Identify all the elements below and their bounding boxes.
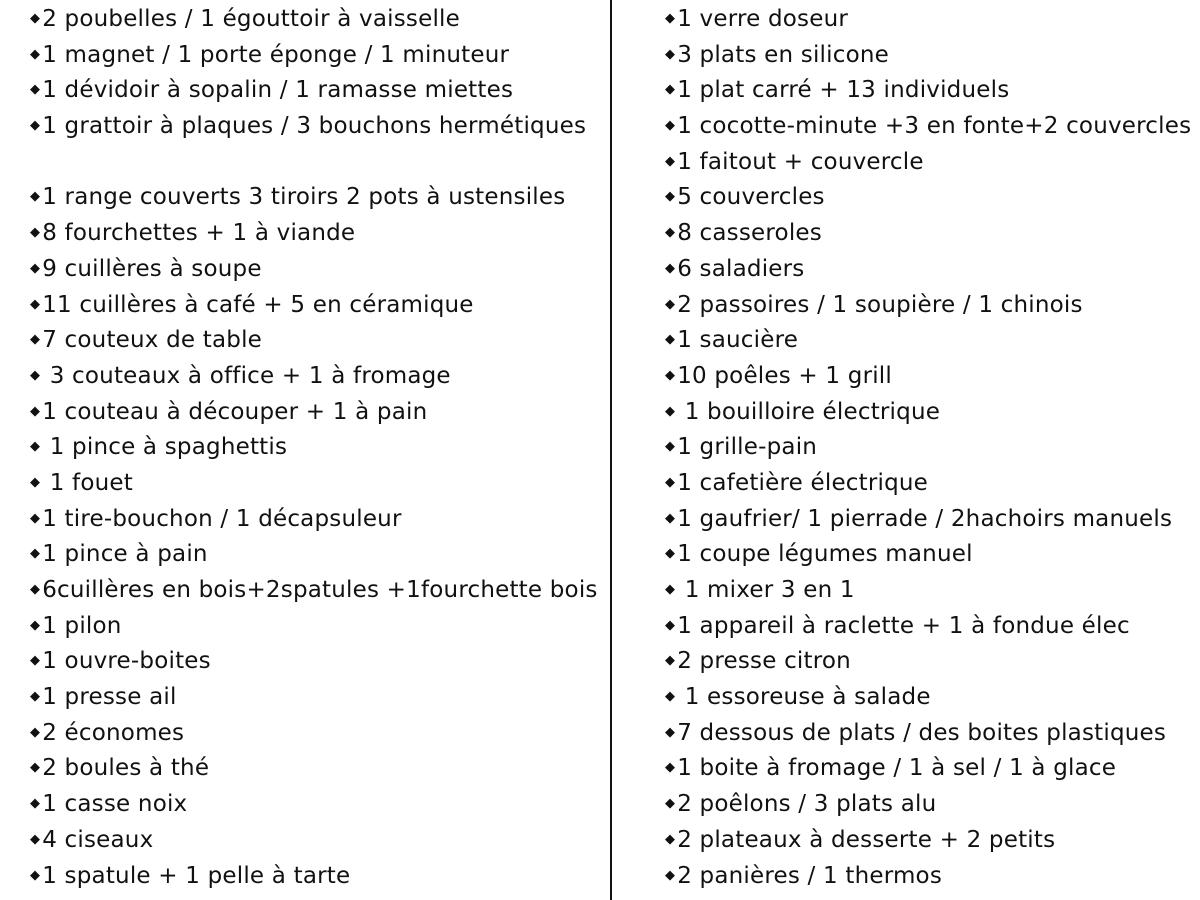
list-item bbox=[30, 108, 605, 144]
diamond-bullet-icon: ◆ bbox=[30, 653, 41, 669]
list-item bbox=[665, 608, 1195, 644]
diamond-bullet-icon: ◆ bbox=[30, 582, 41, 597]
item-text: 3 plats en silicone bbox=[677, 41, 889, 68]
list-item bbox=[665, 715, 1195, 751]
diamond-bullet-icon: ◆ bbox=[30, 403, 41, 419]
list-item bbox=[665, 429, 1195, 465]
diamond-bullet-icon: ◆ bbox=[665, 82, 676, 98]
item-text: 2 boules à thé bbox=[42, 755, 210, 782]
item-text: 6 saladiers bbox=[677, 255, 805, 282]
list-item bbox=[30, 858, 605, 894]
diamond-bullet-icon: ◆ bbox=[665, 653, 676, 669]
list-item bbox=[30, 501, 605, 537]
item-text: 1 essoreuse à salade bbox=[677, 684, 931, 711]
item-text: 1 boite à fromage / 1 à sel / 1 à glace bbox=[677, 755, 1117, 782]
list-item bbox=[30, 536, 605, 572]
item-text: 1 verre doseur bbox=[677, 6, 849, 32]
diamond-bullet-icon: ◆ bbox=[665, 118, 676, 134]
list-item bbox=[665, 287, 1195, 323]
item-text: 8 casseroles bbox=[677, 220, 822, 247]
list-item bbox=[665, 72, 1195, 108]
diamond-bullet-icon: ◆ bbox=[665, 189, 676, 205]
list-item bbox=[665, 179, 1195, 215]
diamond-bullet-icon: ◆ bbox=[665, 617, 676, 633]
diamond-bullet-icon: ◆ bbox=[30, 82, 41, 98]
diamond-bullet-icon: ◆ bbox=[30, 510, 41, 526]
list-item bbox=[665, 251, 1195, 287]
diamond-bullet-icon: ◆ bbox=[30, 189, 41, 205]
diamond-bullet-icon: ◆ bbox=[665, 296, 676, 312]
list-item bbox=[30, 72, 605, 108]
diamond-bullet-icon: ◆ bbox=[665, 546, 676, 562]
list-item bbox=[665, 144, 1195, 180]
item-text: 1 couteau à découper + 1 à pain bbox=[42, 398, 428, 425]
list-item bbox=[665, 572, 1195, 608]
item-text: 1 magnet / 1 porte éponge / 1 minuteur bbox=[42, 41, 510, 68]
diamond-bullet-icon: ◆ bbox=[665, 439, 676, 455]
diamond-bullet-icon: ◆ bbox=[665, 831, 676, 847]
diamond-bullet-icon: ◆ bbox=[30, 439, 41, 455]
diamond-bullet-icon: ◆ bbox=[30, 867, 41, 883]
list-item bbox=[30, 429, 605, 465]
list-item bbox=[665, 394, 1195, 430]
list-item bbox=[665, 786, 1195, 822]
item-text: 1 gaufrier/ 1 pierrade / 2hachoirs manuels bbox=[677, 505, 1173, 532]
item-text: 1 grattoir à plaques / 3 bouchons hermétiques bbox=[42, 113, 587, 140]
list-item bbox=[665, 465, 1195, 501]
diamond-bullet-icon: ◆ bbox=[30, 260, 41, 276]
diamond-bullet-icon: ◆ bbox=[30, 296, 41, 312]
list-item bbox=[665, 858, 1195, 894]
item-text: 1 appareil à raclette + 1 à fondue élec bbox=[677, 612, 1130, 639]
item-text: 2 économes bbox=[42, 719, 185, 746]
diamond-bullet-icon: ◆ bbox=[30, 367, 41, 383]
item-text: 2 plateaux à desserte + 2 petits bbox=[677, 826, 1056, 853]
diamond-bullet-icon: ◆ bbox=[665, 796, 676, 812]
list-item bbox=[30, 465, 605, 501]
list-item bbox=[30, 394, 605, 430]
item-text: 1 tire-bouchon / 1 décapsuleur bbox=[42, 505, 402, 532]
item-text: 6cuillères en bois+2spatules +1fourchette bois bbox=[42, 577, 598, 603]
item-text: 10 poêles + 1 grill bbox=[677, 362, 892, 389]
diamond-bullet-icon: ◆ bbox=[30, 831, 41, 847]
item-text: 1 cocotte-minute +3 en fonte+2 couvercles bbox=[677, 113, 1192, 140]
diamond-bullet-icon: ◆ bbox=[665, 760, 676, 776]
item-text: 1 pince à pain bbox=[42, 541, 208, 568]
list-item bbox=[30, 572, 605, 608]
diamond-bullet-icon: ◆ bbox=[665, 260, 676, 276]
list-item bbox=[665, 501, 1195, 537]
diamond-bullet-icon: ◆ bbox=[30, 724, 41, 740]
diamond-bullet-icon: ◆ bbox=[665, 367, 676, 383]
diamond-bullet-icon: ◆ bbox=[30, 796, 41, 812]
item-text: 9 cuillères à soupe bbox=[42, 255, 262, 282]
list-item bbox=[30, 1, 605, 37]
item-text: 2 presse citron bbox=[677, 648, 851, 675]
diamond-bullet-icon: ◆ bbox=[665, 11, 676, 26]
diamond-bullet-icon: ◆ bbox=[30, 118, 41, 134]
diamond-bullet-icon: ◆ bbox=[30, 46, 41, 62]
item-text: 1 grille-pain bbox=[677, 434, 818, 461]
list-item bbox=[665, 1, 1195, 37]
right-inventory-list bbox=[665, 0, 1195, 893]
diamond-bullet-icon: ◆ bbox=[665, 582, 676, 597]
diamond-bullet-icon: ◆ bbox=[665, 46, 676, 62]
item-text: 7 couteux de table bbox=[42, 327, 263, 354]
item-text: 1 spatule + 1 pelle à tarte bbox=[42, 862, 351, 889]
list-item bbox=[665, 822, 1195, 858]
list-item bbox=[665, 108, 1195, 144]
list-item bbox=[665, 37, 1195, 73]
diamond-bullet-icon: ◆ bbox=[665, 689, 676, 705]
item-text: 1 casse noix bbox=[42, 791, 188, 818]
diamond-bullet-icon: ◆ bbox=[30, 11, 41, 26]
item-text: 1 ouvre-boites bbox=[42, 648, 211, 675]
item-text: 1 bouilloire électrique bbox=[677, 398, 941, 425]
item-text: 1 coupe légumes manuel bbox=[677, 541, 973, 568]
list-item bbox=[30, 37, 605, 73]
diamond-bullet-icon: ◆ bbox=[30, 225, 41, 241]
diamond-bullet-icon: ◆ bbox=[665, 474, 676, 490]
diamond-bullet-icon: ◆ bbox=[665, 332, 676, 348]
item-text: 1 faitout + couvercle bbox=[677, 148, 924, 175]
diamond-bullet-icon: ◆ bbox=[30, 546, 41, 562]
list-item bbox=[665, 215, 1195, 251]
list-item bbox=[30, 786, 605, 822]
list-item bbox=[665, 322, 1195, 358]
item-text: 4 ciseaux bbox=[42, 826, 154, 853]
item-text: 2 passoires / 1 soupière / 1 chinois bbox=[677, 291, 1083, 318]
item-text: 1 pince à spaghettis bbox=[42, 434, 288, 461]
diamond-bullet-icon: ◆ bbox=[665, 225, 676, 241]
item-text: 8 fourchettes + 1 à viande bbox=[42, 220, 356, 247]
item-text: 2 poubelles / 1 égouttoir à vaisselle bbox=[42, 6, 460, 32]
list-item bbox=[30, 822, 605, 858]
item-text: 1 range couverts 3 tiroirs 2 pots à ustensiles bbox=[42, 184, 566, 211]
diamond-bullet-icon: ◆ bbox=[30, 760, 41, 776]
item-text: 1 saucière bbox=[677, 327, 799, 354]
list-item bbox=[30, 179, 605, 215]
diamond-bullet-icon: ◆ bbox=[30, 474, 41, 490]
diamond-bullet-icon: ◆ bbox=[30, 689, 41, 705]
list-item bbox=[30, 750, 605, 786]
item-text: 1 cafetière électrique bbox=[677, 469, 929, 496]
list-item bbox=[665, 643, 1195, 679]
list-item bbox=[30, 358, 605, 394]
item-text: 1 pilon bbox=[42, 612, 122, 639]
list-item bbox=[665, 358, 1195, 394]
item-text: 3 couteaux à office + 1 à fromage bbox=[42, 362, 451, 389]
left-inventory-list bbox=[30, 0, 605, 893]
item-text: 5 couvercles bbox=[677, 184, 825, 211]
item-text: 1 dévidoir à sopalin / 1 ramasse miettes bbox=[42, 77, 514, 104]
diamond-bullet-icon: ◆ bbox=[30, 332, 41, 348]
column-divider bbox=[610, 0, 612, 900]
list-item bbox=[30, 215, 605, 251]
list-item bbox=[665, 679, 1195, 715]
list-item bbox=[665, 750, 1195, 786]
item-text: 7 dessous de plats / des boites plastiques bbox=[677, 719, 1167, 746]
item-text: 1 presse ail bbox=[42, 684, 177, 711]
list-item bbox=[30, 322, 605, 358]
diamond-bullet-icon: ◆ bbox=[665, 153, 676, 169]
item-text: 11 cuillères à café + 5 en céramique bbox=[42, 291, 474, 318]
list-item bbox=[30, 643, 605, 679]
list-item bbox=[30, 287, 605, 323]
item-text: 1 plat carré + 13 individuels bbox=[677, 77, 1010, 104]
diamond-bullet-icon: ◆ bbox=[665, 403, 676, 419]
list-item bbox=[30, 608, 605, 644]
item-text: 2 poêlons / 3 plats alu bbox=[677, 791, 937, 818]
item-text: 2 panières / 1 thermos bbox=[677, 862, 943, 889]
list-item bbox=[665, 536, 1195, 572]
list-item bbox=[30, 715, 605, 751]
diamond-bullet-icon: ◆ bbox=[665, 867, 676, 883]
item-text: 1 fouet bbox=[42, 469, 133, 496]
diamond-bullet-icon: ◆ bbox=[665, 510, 676, 526]
item-text: 1 mixer 3 en 1 bbox=[677, 577, 855, 603]
diamond-bullet-icon: ◆ bbox=[30, 617, 41, 633]
diamond-bullet-icon: ◆ bbox=[665, 724, 676, 740]
list-item bbox=[30, 679, 605, 715]
list-item bbox=[30, 251, 605, 287]
